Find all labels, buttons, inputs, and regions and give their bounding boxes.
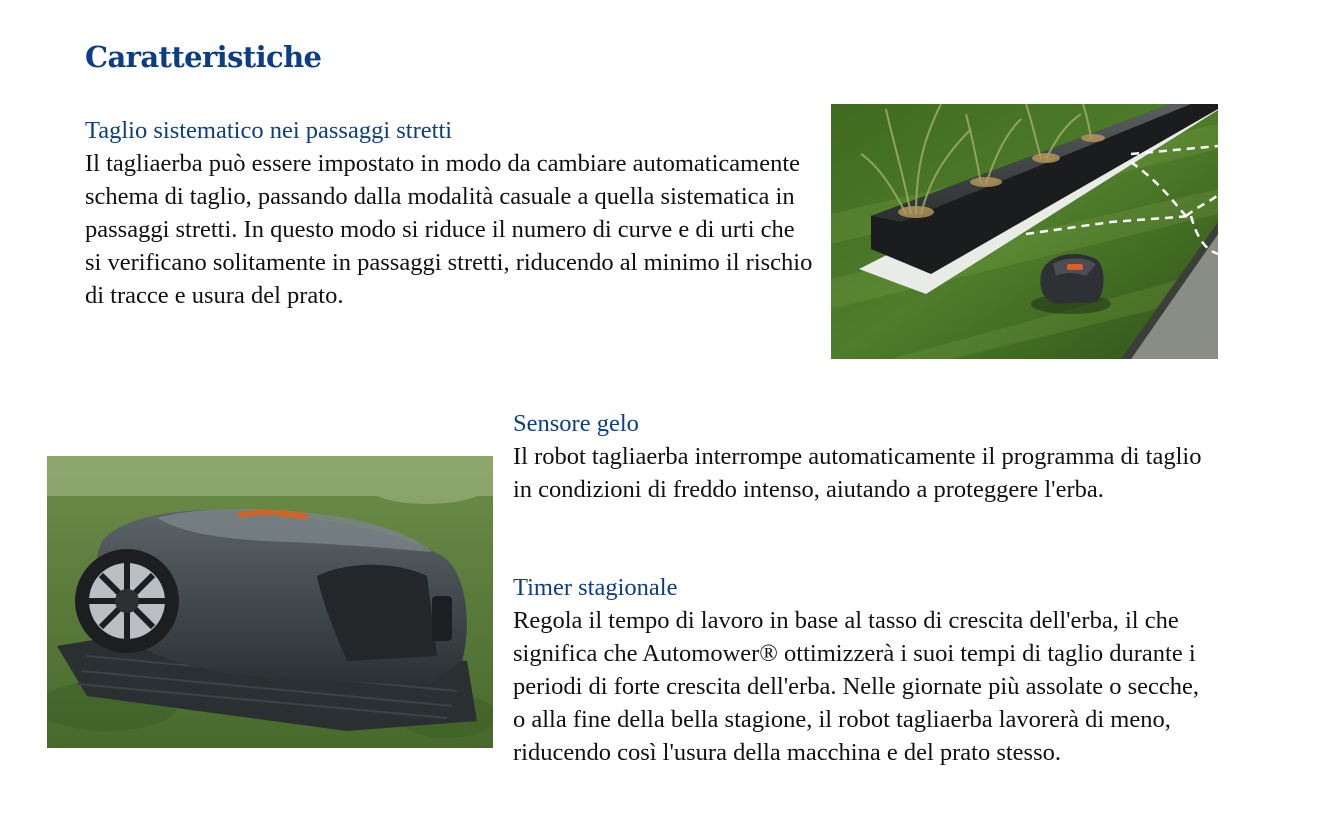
narrow-passage-mowing-photo: [831, 104, 1218, 359]
feature-description: Il tagliaerba può essere impostato in modo da cambiare automaticamente schema di taglio, passando dalla modalità casuale a quella sistematica in passaggi stretti. In questo modo si riduce il numero di curve e di urti che si verificano solitamente in passaggi stretti, riducendo al minimo il rischio di tracce e usura del prato.: [85, 150, 813, 309]
robot-mower-frost-photo: [47, 456, 493, 748]
feature-heading: Timer stagionale: [513, 574, 678, 601]
feature-heading: Sensore gelo: [513, 410, 639, 437]
page-title: Caratteristiche: [85, 40, 322, 74]
feature-description: Il robot tagliaerba interrompe automaticamente il programma di taglio in condizioni di freddo intenso, aiutando a proteggere l'erba.: [513, 443, 1202, 503]
feature-seasonal-timer: [513, 571, 1203, 769]
feature-description: Regola il tempo di lavoro in base al tasso di crescita dell'erba, il che significa che Automower® ottimizzerà i suoi tempi di taglio durante i periodi di forte crescita dell'erba. Nelle giornate più assolate o secche, o alla fine della bella stagione, il robot tagliaerba lavorerà di meno, riducendo così l'usura della macchina e del prato stesso.: [513, 607, 1200, 766]
feature-heading: Taglio sistematico nei passaggi stretti: [85, 117, 453, 144]
feature-frost-sensor: [513, 407, 1203, 506]
feature-narrow-passages: [85, 114, 813, 312]
